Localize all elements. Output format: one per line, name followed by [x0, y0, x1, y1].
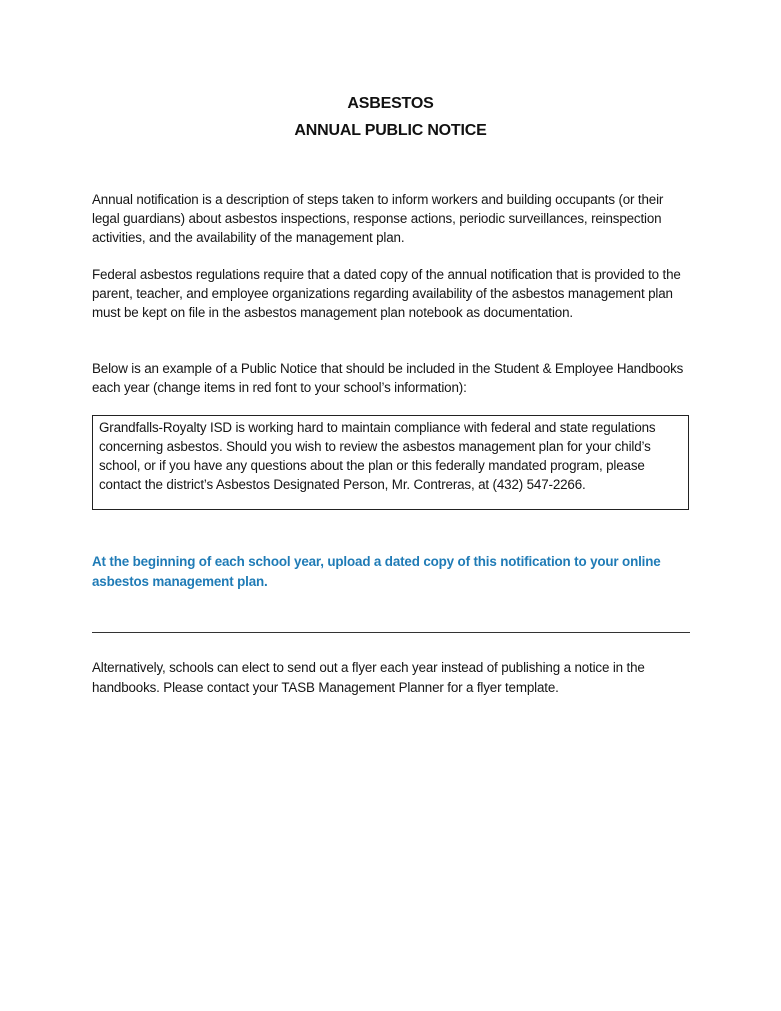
upload-instruction: At the beginning of each school year, upload a dated copy of this notification to your online asbestos management plan.	[92, 554, 661, 589]
paragraph-annual-notification: Annual notification is a description of steps taken to inform workers and building occupants (or their legal guardians) about asbestos inspections, response actions, periodic surveillances, reinspection activities, and the availability of the management plan.	[92, 192, 664, 245]
document-title: ASBESTOS	[347, 95, 434, 112]
paragraph-flyer-alternative: Alternatively, schools can elect to send out a flyer each year instead of publishing a notice in the handbooks. Please contact your TASB Management Planner for a flyer template.	[92, 660, 645, 695]
paragraph-example-intro: Below is an example of a Public Notice that should be included in the Student & Employee Handbooks each year (change items in red font to your school’s information):	[92, 361, 684, 395]
public-notice-box	[92, 415, 689, 510]
horizontal-divider	[92, 632, 690, 633]
public-notice-text: Grandfalls-Royalty ISD is working hard to maintain compliance with federal and state regulations concerning asbestos. Should you wish to review the asbestos management plan for your child’s school, or if you have any questions about the plan or this federally mandated program, please contact the district’s Asbestos Designated Person, Mr. Contreras, at (432) 547-2266.	[99, 420, 656, 492]
document-subtitle: ANNUAL PUBLIC NOTICE	[294, 122, 487, 139]
paragraph-federal-regulations: Federal asbestos regulations require that a dated copy of the annual notification that is provided to the parent, teacher, and employee organizations regarding availability of the asbestos management plan must be kept on file in the asbestos management plan notebook as documentation.	[92, 267, 681, 320]
